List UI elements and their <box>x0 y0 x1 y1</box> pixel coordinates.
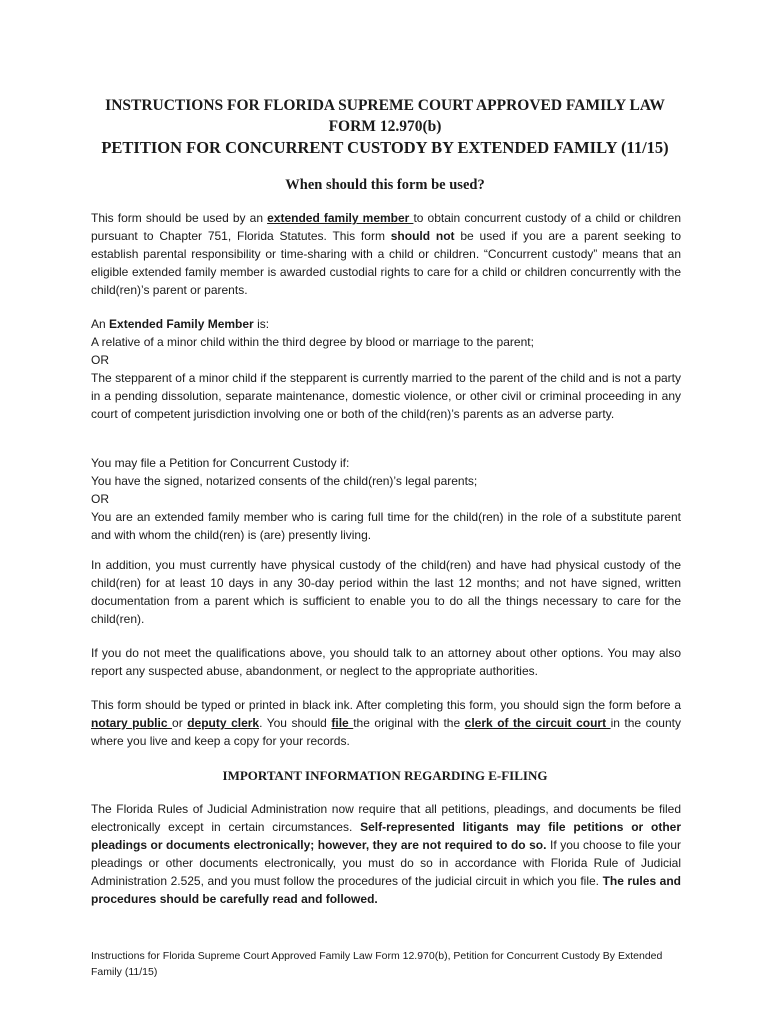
bold-text: should not <box>390 229 455 243</box>
text-run: the original with the <box>353 716 465 730</box>
section-when-used <box>91 209 681 299</box>
definition-intro <box>91 315 681 333</box>
title-line-3: PETITION FOR CONCURRENT CUSTODY BY EXTENDED FAMILY (11/15) <box>101 138 669 157</box>
paragraph-efiling <box>91 800 681 908</box>
paragraph-purpose <box>91 209 681 299</box>
text-run: to obtain concurrent custody of a child or children pursuant to Chapter 751, Florida Statutes. This form <box>91 211 682 243</box>
text-run: This form should be typed or printed in black ink. After completing this form, you should sign the form before a <box>91 698 681 712</box>
paragraph-qualifications: If you do not meet the qualifications above, you should talk to an attorney about other options. You may also report any suspected abuse, abandonment, or neglect to the appropriate authorities. <box>91 646 681 678</box>
text-run: . You should <box>259 716 332 730</box>
bold-text: Self-represented litigants may file petitions or other pleadings or documents electronically; however, they are not required to do so. <box>91 820 681 852</box>
text-run: The Florida Rules of Judicial Administration now require that all petitions, pleadings, and documents be filed electronically except in certain circumstances. <box>91 802 681 834</box>
text-run: or <box>172 716 188 730</box>
section-extended-family-member <box>91 315 681 423</box>
section-efiling <box>91 800 681 908</box>
file-link[interactable]: file <box>331 716 354 730</box>
section-qualifications <box>91 644 681 680</box>
document-title <box>60 95 710 158</box>
condition-caring: You are an extended family member who is caring full time for the child(ren) in the role of a substitute parent and with whom the child(ren) is (are) presently living. <box>91 510 681 542</box>
definition-stepparent: The stepparent of a minor child if the stepparent is currently married to the parent of the child and is not a party in a pending dissolution, separate maintenance, domestic violence, or other civil or criminal proceeding in any court of competent jurisdiction involving one or both of the child(ren)’s parents as an adverse party. <box>91 371 681 421</box>
text-run: is: <box>253 317 270 331</box>
when-used-heading: When should this form be used? <box>285 177 485 193</box>
text-run: An <box>91 317 110 331</box>
paragraph-filing <box>91 696 681 750</box>
clerk-of-circuit-court-link[interactable]: clerk of the circuit court <box>464 716 611 730</box>
or-label: OR <box>91 492 109 506</box>
may-file-intro: You may file a Petition for Concurrent Custody if: <box>91 456 350 470</box>
paragraph-physical-custody: In addition, you must currently have physical custody of the child(ren) and have had physical custody of the child(ren) for at least 10 days in any 30-day period within the last 12 months; and not have signed, written documentation from a parent which is sufficient to enable you to do all the things necessary to care for the child(ren). <box>91 558 681 626</box>
text-run: be used if you are a parent seeking to establish parental responsibility or time-sharing with a child or children. “Concurrent custody” means that an eligible extended family member is awarded custodial rights to care for a child or children concurrently with the child(ren)’s parent or parents. <box>91 229 681 297</box>
condition-consents: You have the signed, notarized consents of the child(ren)’s legal parents; <box>91 474 478 488</box>
title-line-1: INSTRUCTIONS FOR FLORIDA SUPREME COURT APPROVED FAMILY LAW <box>105 97 665 114</box>
bold-text: The rules and procedures should be carefully read and followed. <box>91 874 681 906</box>
title-line-2: FORM 12.970(b) <box>328 118 442 135</box>
text-run: This form should be used by an <box>91 211 268 225</box>
or-label: OR <box>91 353 109 367</box>
notary-public-link[interactable]: notary public <box>91 716 173 730</box>
section-filing <box>91 696 681 750</box>
efiling-heading: IMPORTANT INFORMATION REGARDING E-FILING <box>222 768 548 783</box>
bold-text: Extended Family Member <box>109 317 254 331</box>
text-run: in the county where you live and keep a copy for your records. <box>91 716 681 748</box>
text-run: If you choose to file your pleadings or other documents electronically, you must do so in accordance with Florida Rule of Judicial Administration 2.525, and you must follow the procedures of the judicial circuit in which you file. <box>91 838 682 888</box>
definition-relative: A relative of a minor child within the third degree by blood or marriage to the parent; <box>91 335 534 349</box>
deputy-clerk-link[interactable]: deputy clerk <box>187 716 260 730</box>
page-footer: Instructions for Florida Supreme Court Approved Family Law Form 12.970(b), Petition for Concurrent Custody By Extended Family (11/15) <box>91 950 663 978</box>
section-physical-custody <box>91 556 681 628</box>
extended-family-member-link[interactable]: extended family member <box>267 211 414 225</box>
section-may-file <box>91 454 681 544</box>
